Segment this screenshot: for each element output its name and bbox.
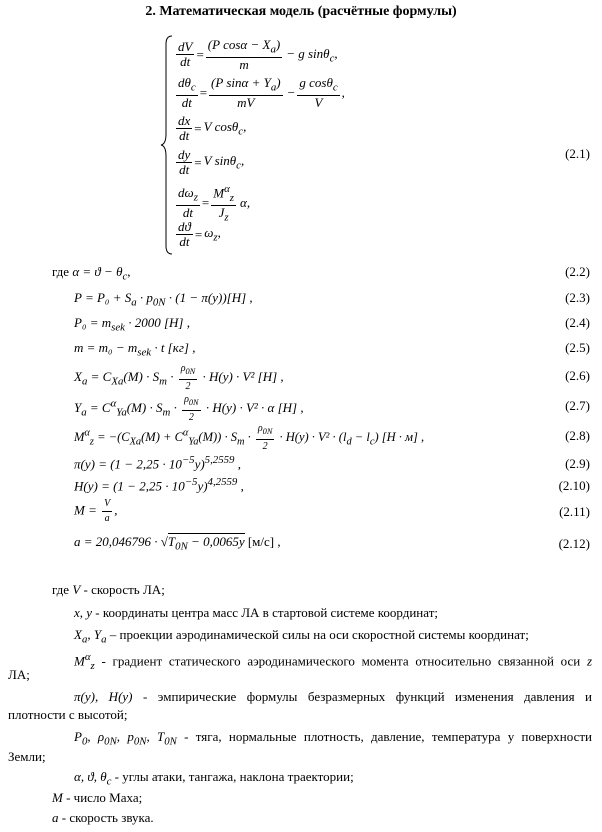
equation-2-10: $H(y) = (1 - 2,25 \cdot 10^{-5}y)^{4,2559}$ , [74,476,244,494]
equation-system [160,34,390,256]
equation-2-8: $M^\alpha_z = -(C_{Xa}(M) + C^\alpha_{Ya}(M)) \cdot S_m$ · $\frac{\rho_{0N}}{2}$ · $H(y) \cdot V^2 \cdot (l_d - l_c) [Н \cdot м]$ , [74,423,425,452]
legend-angles: α, ϑ, $\theta_c$ - углы атаки, тангажа, наклона траектории; [74,769,354,788]
equation-number-2-2: (2.2) [565,264,590,279]
equation-2-3: $P = P_0 + S_a \cdot p_{0N} \cdot (1 - \pi(y))[Н]$ , [74,290,253,309]
left-brace-icon [160,34,174,256]
system-row-dv: $\frac{dV}{dt}$ = $\frac{(P \cos\alpha - X_a)}{m}$ − g sinθ$_c$, [178,37,338,72]
equation-2-2: где $\alpha = ϑ - \theta_c$, [52,264,131,283]
legend-mz-cont: ЛА; [8,667,30,682]
equation-number-2-6: (2.6) [565,368,590,383]
equation-number-2-9: (2.9) [565,456,590,471]
equation-2-7: $Y_a = C^\alpha_{Ya}(M) \cdot S_m$ · $\frac{\rho_{0N}}{2}$ · H(y) · V² · α [Н] , [74,394,304,423]
equation-number-2-7: (2.7) [565,398,590,413]
equation-2-4: $P_0 = m_{sek} \cdot 2000$ [Н] , [74,315,190,334]
legend-sound: a - скорость звука. [52,810,154,825]
equation-number-2-12: (2.12) [558,536,590,551]
legend-pi-h-cont: плотности с высотой; [8,707,128,722]
legend-p0: $P_0$, $\rho_{0N}$, $p_{0N}$, $T_{0N}$ - тяга, нормальные плотность, давление, температура у поверхности [74,729,592,748]
equation-number-2-1: (2.1) [565,146,590,161]
equation-2-5: $m = m_0 - m_{sek} \cdot t$ [кг] , [74,340,196,359]
legend-xy: x, y - координаты центра масс ЛА в стартовой системе координат; [74,605,438,620]
legend-p0-cont: Земли; [8,749,46,764]
legend-mach: M - число Маха; [52,790,143,805]
system-row-domega: $\frac{d\omega_z}{dt}$ = $\frac{M^\alpha_z}{J_z}$ α, [178,183,251,224]
equation-2-9: $\pi(y) = (1 - 2,25 \cdot 10^{-5}y)^{5,2559}$ , [74,454,241,472]
equation-number-2-11: (2.11) [559,504,590,519]
equation-number-2-10: (2.10) [558,478,590,493]
section-title: 2. Математическая модель (расчётные формулы) [145,4,457,19]
system-row-dpitch: $\frac{dϑ}{dt}$ = $\omega_z$, [178,219,221,249]
equation-2-12: $a = 20,046796 \cdot √T_{0N} - 0,0065y$ [м/с] , [74,534,281,553]
equation-number-2-5: (2.5) [565,340,590,355]
legend-xa-ya: $X_a$, $Y_a$ – проекции аэродинамической силы на оси скоростной системы координат; [74,627,529,646]
legend-mz: $M^\alpha_z$ - градиент статического аэродинамического момента относительно связанной оси z [74,651,592,672]
equation-number-2-3: (2.3) [565,290,590,305]
legend-v: где V - скорость ЛА; [52,582,165,597]
equation-2-6: $X_a = C_{Xa}(M) \cdot S_m$ · $\frac{\rho_{0N}}{2}$ · H(y) · V² [Н] , [74,363,284,392]
system-row-dtheta: $\frac{d\theta_c}{dt}$ = $\frac{(P \sin\alpha + Y_a)}{mV}$ − $\frac{g \cos\theta_c}{V}$ , [178,75,345,110]
system-row-dx: $\frac{dx}{dt}$ = V cosθ$_c$, [178,113,247,143]
equation-2-11: M = $\frac{V}{a}$ , [74,498,118,524]
system-row-dy: $\frac{dy}{dt}$ = V sinθ$_c$, [178,147,245,177]
legend-pi-h: π(y), H(y) - эмпирические формулы безразмерных функций изменения давления и [74,689,592,704]
equation-number-2-4: (2.4) [565,315,590,330]
equation-number-2-8: (2.8) [565,428,590,443]
